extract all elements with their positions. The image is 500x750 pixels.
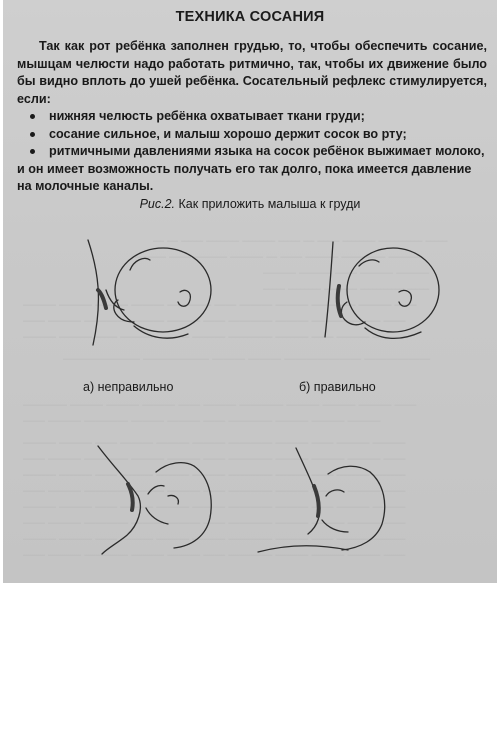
figure-number: Рис.2. xyxy=(139,197,176,211)
illustration-right-latch-side xyxy=(303,232,453,362)
list-item: ритмичными давлениями языка на сосок ребёнок выжимает молоко, и он имеет возможность получать его так долго, пока имеется давление на молочные каналы. xyxy=(17,143,487,196)
reflex-conditions-list xyxy=(17,108,487,196)
intro-paragraph: Так как рот ребёнка заполнен грудью, то, чтобы обеспечить сосание, мышцам челюсти надо работать ритмично, так, чтобы их движение было бы видно вплоть до ушей ребёнка. Сосательный рефлекс стимулируется, если: xyxy=(17,39,487,106)
illustration-wrong-latch-front xyxy=(88,436,238,556)
figure-caption-text: Как приложить малыша к груди xyxy=(178,197,361,211)
illustration-wrong-latch-side xyxy=(68,230,218,360)
figure-caption xyxy=(3,197,497,211)
list-item: сосание сильное, и малыш хорошо держит сосок во рту; xyxy=(17,126,487,144)
page-title: ТЕХНИКА СОСАНИЯ xyxy=(175,9,325,25)
article-body xyxy=(17,38,487,196)
illustration-right-latch-front xyxy=(248,440,408,560)
label-wrong: а) неправильно xyxy=(83,380,174,394)
list-item: нижняя челюсть ребёнка охватывает ткани груди; xyxy=(17,108,487,126)
label-right: б) правильно xyxy=(299,380,376,394)
scanned-page: — — —— ——— ——— —— — —— ——— ———— —— ——— —— ——— ——— — —— ——— ———— ——— ——— ——— —— ——— ——— —— ——— ——— ———— —— ——— ——— ——— ——— ———— —— ——— ——— ———— ——— —— —— ——— ———— ——— ——— —— ———— ——— ——— ——— —— ——— ——— —— ——— ——— ——— ———— ——— —— ——— ——— ——————— —————— ——— ——— ——————— —————— ———— ——— ——— ——— —— ——— ———— ——— ——— ——— —— —— ——— ———— ——— ——— —— ———— ——— ——— ——— ——— ——— —— ——— ——— ——— ———— ——— —— ——— ——— —— ——— ———— ——— ——— —— ———— ——— ——— ——— —— ——— ——— —— ——— ——— ——— ———— ——— —— ——— ——— —— ——— ———— ——— ——— —— ———— ——— ——— ——— —— ——— ——— —— ——— ——— ——— ———— ——— —— ——— ——— —— ——— ———— ——— ——— —— ———— ——— ——— ——— —— ——— ——— —— ——— ——— ——— ———— ——— —— ——— ——— —— ——— ———— ——— ——— —— ———— ——— ——— ——— —— ТЕХНИКА СОСАНИЯ Так как рот ребёнка заполнен грудью, то, чтобы обеспечить сосание, мышцам челюсти надо работать ритмично, так, чтобы их движение было бы видно вплоть до ушей ребёнка. Сосательный рефлекс стимулируется, если: нижняя челюсть ребёнка охватывает ткани груди; сосание сильное, и малыш хорошо держит сосок во рту; ритмичными давлениями языка на сосок ребёнок выжимает молоко, и он имеет возможность получать его так долго, пока имеется давление на молочные каналы. Рис.2. Как приложить малыша к груди а) неправильно б) правильно xyxy=(3,0,497,583)
